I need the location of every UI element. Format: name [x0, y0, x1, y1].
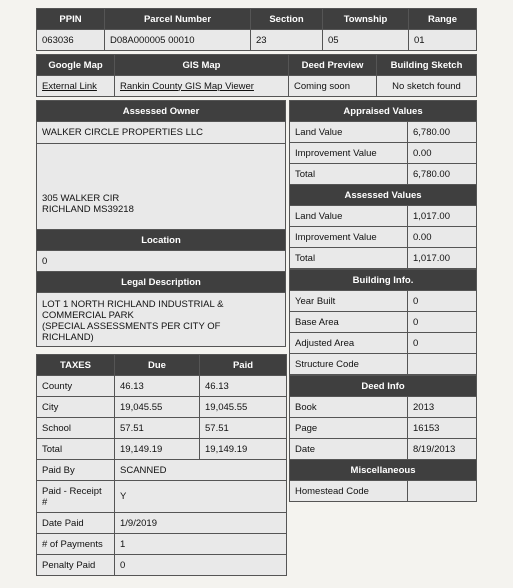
tax-label: Total — [37, 439, 115, 460]
links-table — [36, 54, 477, 97]
deed-label: Page — [290, 418, 408, 439]
deed-table — [289, 375, 477, 460]
building-label: Year Built — [290, 291, 408, 312]
location-table — [36, 229, 286, 272]
building-label: Base Area — [290, 312, 408, 333]
deed-value: 2013 — [408, 397, 477, 418]
tax-due: 46.13 — [115, 376, 200, 397]
legal-line: LOT 1 NORTH RICHLAND INDUSTRIAL & — [42, 298, 224, 310]
tax-due: 19,045.55 — [115, 397, 200, 418]
misc-header: Miscellaneous — [290, 460, 477, 481]
value-amount: 1,017.00 — [408, 206, 477, 227]
owner-table — [36, 100, 286, 230]
parcel-number-header: Parcel Number — [105, 9, 251, 30]
payments-label: # of Payments — [37, 534, 115, 555]
building-sketch-header: Building Sketch — [377, 55, 477, 76]
range-value: 01 — [409, 30, 477, 51]
owner-address-line1: 305 WALKER CIR — [42, 193, 120, 204]
deed-value: 16153 — [408, 418, 477, 439]
assessed-table — [289, 184, 477, 269]
value-amount: 6,780.00 — [408, 164, 477, 185]
legal-line: (SPECIAL ASSESSMENTS PER CITY OF — [42, 320, 221, 332]
gis-map-link[interactable]: Rankin County GIS Map Viewer — [115, 76, 289, 97]
section-header: Section — [251, 9, 323, 30]
township-value: 05 — [323, 30, 409, 51]
deed-label: Book — [290, 397, 408, 418]
deed-preview-value: Coming soon — [289, 76, 377, 97]
legal-table — [36, 271, 286, 347]
deed-header: Deed Info — [290, 376, 477, 397]
penalty-label: Penalty Paid — [37, 555, 115, 576]
value-amount: 1,017.00 — [408, 248, 477, 269]
deed-value: 8/19/2013 — [408, 439, 477, 460]
google-map-link[interactable]: External Link — [37, 76, 115, 97]
value-amount: 0.00 — [408, 143, 477, 164]
building-table — [289, 269, 477, 375]
misc-value — [408, 481, 477, 502]
building-sketch-value: No sketch found — [377, 76, 477, 97]
assessed-header: Assessed Values — [290, 185, 477, 206]
taxes-table — [36, 354, 287, 576]
penalty-value: 0 — [115, 555, 287, 576]
range-header: Range — [409, 9, 477, 30]
tax-label: School — [37, 418, 115, 439]
tax-label: County — [37, 376, 115, 397]
receipt-value: Y — [115, 481, 287, 513]
value-label: Total — [290, 164, 408, 185]
location-header: Location — [37, 230, 286, 251]
building-value: 0 — [408, 291, 477, 312]
appraised-header: Appraised Values — [290, 101, 477, 122]
building-header: Building Info. — [290, 270, 477, 291]
taxes-header: TAXES — [37, 355, 115, 376]
date-paid-value: 1/9/2019 — [115, 513, 287, 534]
building-label: Structure Code — [290, 354, 408, 375]
date-paid-label: Date Paid — [37, 513, 115, 534]
tax-due: 57.51 — [115, 418, 200, 439]
location-value: 0 — [37, 251, 286, 272]
misc-label: Homestead Code — [290, 481, 408, 502]
deed-label: Date — [290, 439, 408, 460]
parcel-table — [36, 8, 477, 51]
legal-header: Legal Description — [37, 272, 286, 293]
misc-table — [289, 459, 477, 502]
tax-due: 19,149.19 — [115, 439, 200, 460]
legal-line: RICHLAND) — [42, 331, 94, 343]
township-header: Township — [323, 9, 409, 30]
owner-header: Assessed Owner — [37, 101, 286, 122]
deed-preview-header: Deed Preview — [289, 55, 377, 76]
tax-paid: 46.13 — [200, 376, 287, 397]
value-label: Improvement Value — [290, 227, 408, 248]
building-label: Adjusted Area — [290, 333, 408, 354]
appraised-table — [289, 100, 477, 185]
tax-label: City — [37, 397, 115, 418]
value-label: Land Value — [290, 122, 408, 143]
value-amount: 6,780.00 — [408, 122, 477, 143]
ppin-value: 063036 — [37, 30, 105, 51]
tax-paid: 19,149.19 — [200, 439, 287, 460]
payments-value: 1 — [115, 534, 287, 555]
value-label: Total — [290, 248, 408, 269]
parcel-number-value: D08A000005 00010 — [105, 30, 251, 51]
value-amount: 0.00 — [408, 227, 477, 248]
paid-by-value: SCANNED — [115, 460, 287, 481]
owner-name: WALKER CIRCLE PROPERTIES LLC — [37, 122, 286, 144]
legal-line: COMMERCIAL PARK — [42, 309, 134, 321]
value-label: Improvement Value — [290, 143, 408, 164]
tax-paid: 19,045.55 — [200, 397, 287, 418]
paid-header: Paid — [200, 355, 287, 376]
owner-address-line2: RICHLAND MS39218 — [42, 204, 134, 215]
section-value: 23 — [251, 30, 323, 51]
ppin-header: PPIN — [37, 9, 105, 30]
value-label: Land Value — [290, 206, 408, 227]
gis-map-header: GIS Map — [115, 55, 289, 76]
building-value: 0 — [408, 312, 477, 333]
building-value: 0 — [408, 333, 477, 354]
due-header: Due — [115, 355, 200, 376]
google-map-header: Google Map — [37, 55, 115, 76]
receipt-label: Paid - Receipt # — [37, 481, 115, 513]
building-value — [408, 354, 477, 375]
paid-by-label: Paid By — [37, 460, 115, 481]
tax-paid: 57.51 — [200, 418, 287, 439]
